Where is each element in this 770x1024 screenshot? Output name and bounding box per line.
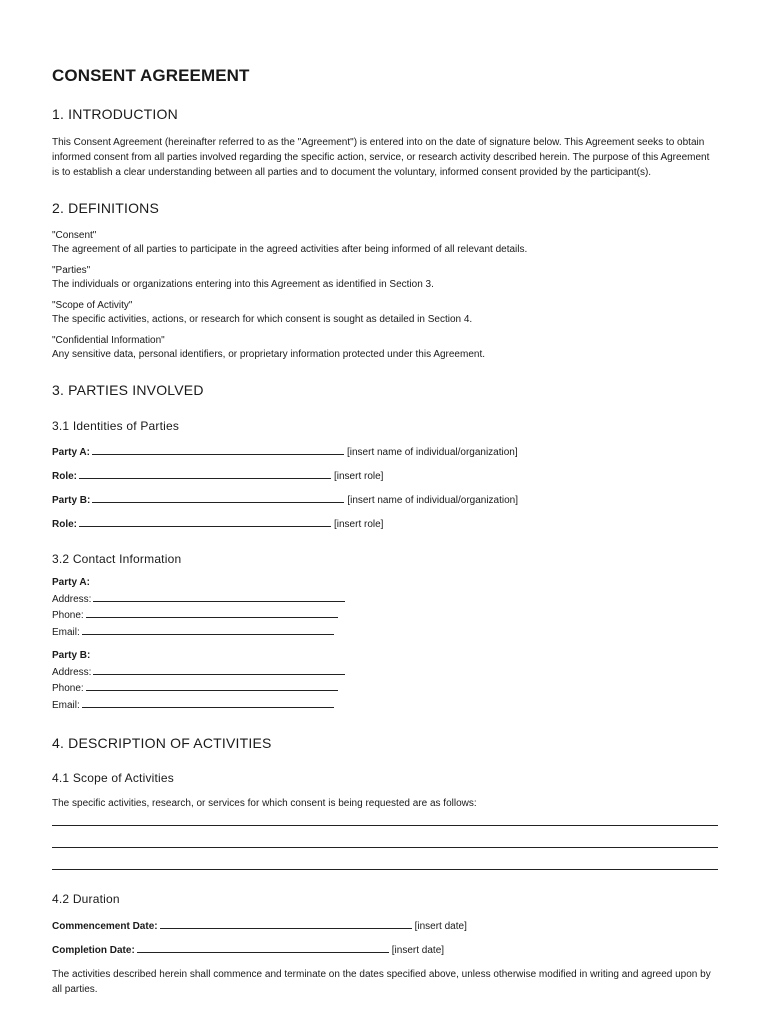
party-a-address-blank[interactable] [93, 591, 345, 602]
introduction-text: This Consent Agreement (hereinafter referred to as the "Agreement") is entered into on the date of signature below. This Agreement seeks to obtain informed consent from all parties involved regarding the specific action, service, or research activity described herein. The purpose of this Agreement is to establish a clear understanding between all parties and to document the voluntary, informed consent provided by the participant(s). [52, 137, 710, 178]
party-b-email-blank[interactable] [82, 697, 334, 708]
party-b-contact-label: Party B: [52, 650, 91, 661]
section-heading-introduction: 1. INTRODUCTION [52, 106, 178, 122]
party-a-contact-label: Party A: [52, 577, 90, 588]
party-b-email-field [52, 697, 718, 714]
role-a-hint: [insert role] [334, 471, 384, 482]
party-b-address-blank[interactable] [93, 664, 345, 675]
party-b-contact [52, 649, 718, 713]
completion-date-hint: [insert date] [391, 945, 445, 956]
definition-term: "Confidential Information" [52, 335, 165, 346]
party-a-address-field [52, 591, 718, 608]
party-a-email-blank[interactable] [82, 624, 334, 635]
role-a-field [52, 468, 718, 484]
definition-item [52, 334, 718, 362]
party-a-email-field [52, 624, 718, 641]
commencement-date-label: Commencement Date: [52, 921, 158, 932]
completion-date-blank[interactable] [137, 942, 389, 953]
phone-label: Phone: [52, 683, 84, 694]
scope-fill-line[interactable] [52, 847, 718, 848]
scope-text: The specific activities, research, or services for which consent is being requested are as follows: [52, 798, 477, 809]
section-heading-definitions: 2. DEFINITIONS [52, 200, 160, 216]
definition-desc: The agreement of all parties to participate in the agreed activities after being informed of all relevant details. [52, 244, 528, 255]
party-b-phone-field [52, 680, 718, 697]
role-b-hint: [insert role] [334, 519, 384, 530]
party-b-phone-blank[interactable] [86, 680, 338, 691]
subsection-heading-scope: 4.1 Scope of Activities [52, 771, 174, 785]
definition-desc: The specific activities, actions, or research for which consent is sought as detailed in Section 4. [52, 314, 473, 325]
party-a-field [52, 444, 718, 460]
completion-date-field [52, 942, 718, 958]
email-label: Email: [52, 626, 80, 638]
subsection-heading-identities: 3.1 Identities of Parties [52, 419, 180, 433]
phone-label: Phone: [52, 610, 84, 621]
definition-item [52, 264, 718, 292]
party-a-phone-blank[interactable] [86, 607, 338, 618]
definition-term: "Consent" [52, 230, 97, 241]
party-a-phone-field [52, 607, 718, 624]
definition-desc: The individuals or organizations entering into this Agreement as identified in Section 3. [52, 279, 434, 290]
scope-fill-lines [52, 825, 718, 870]
definition-item [52, 229, 718, 257]
definition-term: "Scope of Activity" [52, 300, 133, 311]
duration-text: The activities described herein shall commence and terminate on the dates specified above, unless otherwise modified in writing and agreed upon by all parties. [52, 969, 711, 995]
definitions-list [52, 229, 718, 362]
email-label: Email: [52, 699, 80, 711]
party-a-contact [52, 576, 718, 640]
definition-term: "Parties" [52, 265, 91, 276]
scope-fill-line[interactable] [52, 825, 718, 826]
party-a-label: Party A: [52, 447, 90, 458]
subsection-heading-duration: 4.2 Duration [52, 892, 120, 906]
commencement-date-blank[interactable] [160, 918, 412, 929]
section-heading-activities: 4. DESCRIPTION OF ACTIVITIES [52, 735, 272, 751]
role-b-field [52, 516, 718, 532]
role-b-label: Role: [52, 519, 77, 530]
definition-item [52, 299, 718, 327]
party-a-blank[interactable] [92, 444, 344, 455]
party-b-blank[interactable] [92, 492, 344, 503]
document-title: CONSENT AGREEMENT [52, 66, 250, 85]
subsection-heading-contact: 3.2 Contact Information [52, 552, 182, 566]
party-a-hint: [insert name of individual/organization] [346, 447, 518, 458]
address-label: Address: [52, 593, 92, 605]
definition-desc: Any sensitive data, personal identifiers, or proprietary information protected under this Agreement. [52, 349, 486, 360]
scope-fill-line[interactable] [52, 869, 718, 870]
commencement-date-field [52, 918, 718, 934]
party-b-field [52, 492, 718, 508]
party-b-address-field [52, 664, 718, 681]
commencement-date-hint: [insert date] [414, 921, 467, 932]
completion-date-label: Completion Date: [52, 945, 135, 956]
role-b-blank[interactable] [79, 516, 331, 527]
party-b-hint: [insert name of individual/organization] [347, 495, 519, 506]
section-heading-parties: 3. PARTIES INVOLVED [52, 382, 204, 398]
address-label: Address: [52, 666, 92, 678]
role-a-blank[interactable] [79, 468, 331, 479]
role-a-label: Role: [52, 471, 77, 482]
party-b-label: Party B: [52, 495, 91, 506]
